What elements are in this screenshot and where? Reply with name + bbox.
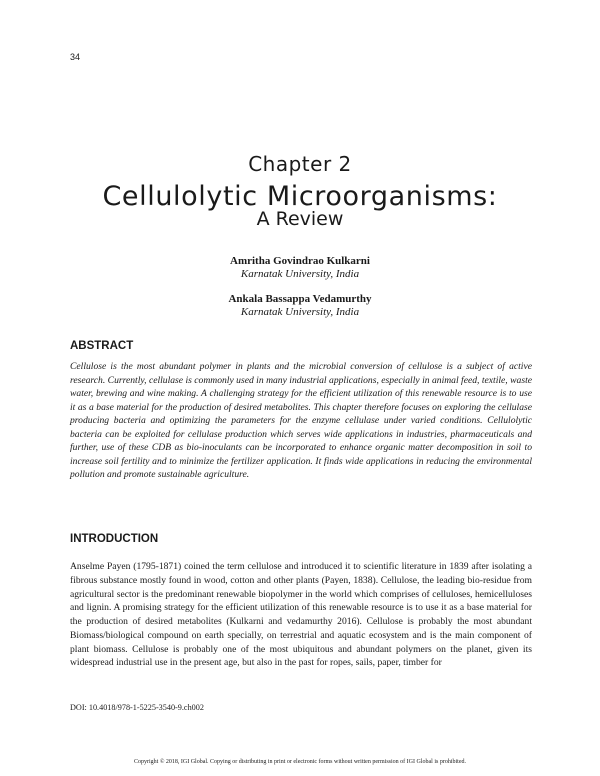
chapter-subtitle: A Review xyxy=(256,208,344,230)
author-affiliation: Karnatak University, India xyxy=(240,306,360,318)
copyright-notice: Copyright © 2018, IGI Global. Copying or distributing in print or electronic forms without written permission of IGI Global is prohibited. xyxy=(133,759,466,765)
page-number: 34 xyxy=(70,52,81,62)
author-name: Amritha Govindrao Kulkarni xyxy=(230,255,370,267)
chapter-label: Chapter 2 xyxy=(248,152,352,176)
doi-line: DOI: 10.4018/978-1-5225-3540-9.ch002 xyxy=(70,703,204,712)
introduction-text: Anselme Payen (1795-1871) coined the term cellulose and introduced it to scientific literature in 1839 after isolating a fibrous substance mostly found in wood, cotton and other plants (Payen, 1838). Cellulose, the leading bio-residue from agricultural sector is the predominant renewable biopolymer in the world which comprises of celluloses, hemicelluloses and lignin. A promising strategy for the efficient utilization of this renewable resource is to use it as a base material for the production of desired metabolites (Kulkarni and vedamurthy 2016). Cellulose is probably the most abundant Biomass/biological compound on earth specially, on terrestrial and aquatic ecosystem and is the main component of plant biomass. Cellulose is probably one of the most ubiquitous and abundant polymers on the planet, given its widespread industrial use in the present age, but also in the past for ropes, sails, paper, timber for xyxy=(70,561,532,669)
chapter-title: Cellulolytic Microorganisms: xyxy=(102,181,498,212)
abstract-text: Cellulose is the most abundant polymer in plants and the microbial conversion of cellulose is a subject of active research. Currently, cellulase is commonly used in many industrial applications, especially in animal feed, textile, waste water, brewing and wine making. A challenging strategy for the efficient utilization of this renewable resource is to use it as a base material for the production of desired metabolites. This chapter therefore focuses on exploring the cellulase producing bacteria and optimizing the parameters for the enzyme cellulase under varied conditions. Cellulolytic bacteria can be exploited for cellulase production which serves wide applications in industries, pharmaceuticals and further, use of these CDB as bio-inoculants can be incorporated to enhance organic matter decomposition in soil to increase soil fertility and to minimize the fertilizer application. It finds wide applications in reducing the environmental pollution and promote sustainable agriculture. xyxy=(70,361,532,481)
author-block xyxy=(0,255,600,281)
author-name: Ankala Bassappa Vedamurthy xyxy=(228,293,372,305)
author-block xyxy=(0,293,600,319)
abstract-heading: ABSTRACT xyxy=(70,340,134,352)
introduction-heading: INTRODUCTION xyxy=(70,533,159,545)
author-affiliation: Karnatak University, India xyxy=(240,268,360,280)
